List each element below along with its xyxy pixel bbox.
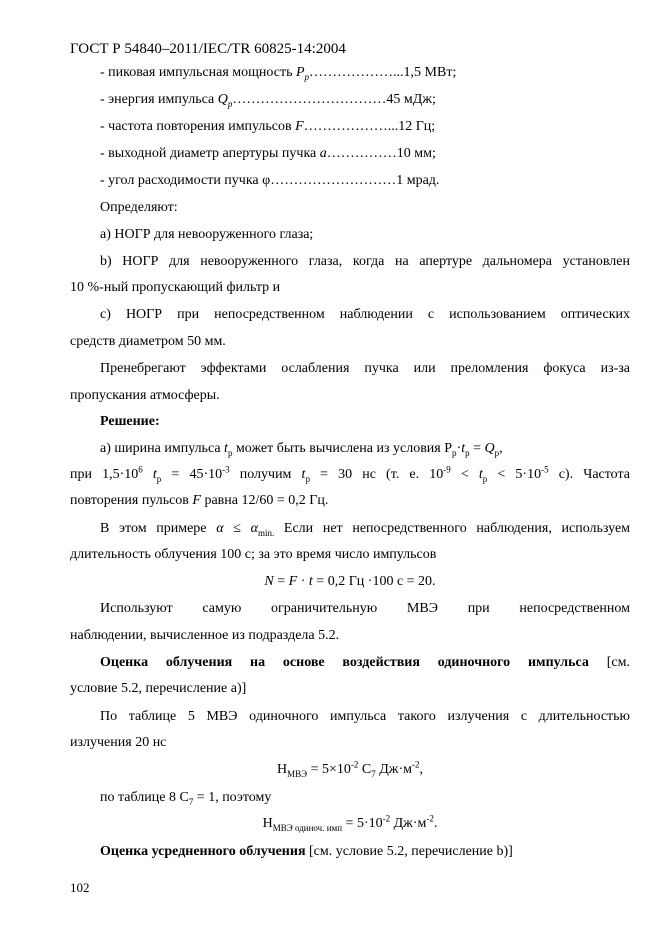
formula-H2: $H_{МВЭ одиноч. имп} = 5\cdot 10^{-2}$ $Дж\cdot м^{-2}$. xyxy=(262,813,438,833)
solution-heading: Решение: xyxy=(100,414,160,429)
neglect-line1: Пренебрегают эффектами ослабления пучка или преломления фокуса из-за xyxy=(100,361,630,376)
param-repetition-rate: - частота повторения импульсов F………………...12 Гц; xyxy=(100,119,436,134)
item-a: а) НОГР для невооруженного глаза; xyxy=(100,227,314,242)
example-line2: длительность облучения 100 с; за это время число импульсов xyxy=(70,547,437,562)
document-header: ГОСТ Р 54840–2011/IEC/TR 60825-14:2004 xyxy=(70,41,346,57)
example-line1: В этом примере $\alpha \le \alpha_{min.}$ Если нет непосредственного наблюдения, используем xyxy=(100,521,631,538)
item-c-line2: средств диаметром 50 мм. xyxy=(70,334,226,349)
param-peak-power: - пиковая импульсная мощность $P_p\dots\dots\dots\dots\dots\dots...1,5$ МВт; xyxy=(100,65,457,82)
item-c-line1: с) НОГР при непосредственном наблюдении с использованием оптических xyxy=(100,307,630,322)
neglect-line2: пропускания атмосферы. xyxy=(70,388,220,403)
table5-line1: По таблице 5 МВЭ одиночного импульса такого излучения с длительностью xyxy=(100,709,630,724)
item-b-line1: b) НОГР для невооруженного глаза, когда на апертуре дальномера установлен xyxy=(100,254,630,269)
estimate-single-line2: условие 5.2, перечисление а)] xyxy=(70,681,247,696)
use-line2: наблюдении, вычисленное из подраздела 5.2. xyxy=(70,628,340,643)
page-number: 102 xyxy=(70,880,90,895)
solution-a-line3: повторения пульсов F равна 12/60 = 0,2 Гц. xyxy=(70,493,329,508)
solution-a-line2: при $1,5\cdot 10^6$ $t_p = 45\cdot 10^{-3}$ получим $t_p = 30$ нс (т. е. $10^{-9} < t_p < 5\cdot 10^{-5}$ с). Частота xyxy=(70,464,630,484)
determine-heading: Определяют: xyxy=(100,200,178,215)
solution-a-line1: а) ширина импульса $t_p$ может быть вычислена из условия $P_p\cdot t_p = Q_p$, xyxy=(100,441,503,458)
item-b-line2: 10 %-ный пропускающий фильтр и xyxy=(70,280,281,295)
table5-line2: излучения 20 нс xyxy=(70,735,167,750)
estimate-average-line: Оценка усредненного облучения [см. условие 5.2, перечисление b)] xyxy=(100,844,513,859)
estimate-single-line1: Оценка облучения на основе воздействия одиночного импульса [см. xyxy=(100,655,630,670)
param-divergence: - угол расходимости пучка φ………………………1 мрад. xyxy=(100,173,440,188)
param-pulse-energy: - энергия импульса $Q_p\dots\dots\dots\dots\dots\dots\dots\dots\dots\dots\dots 45$ мДж; xyxy=(100,92,436,109)
param-aperture-diameter: - выходной диаметр апертуры пучка a……………10 мм; xyxy=(100,146,436,161)
formula-H1: $H_{МВЭ} = 5\times 10^{-2}$ $C_7$ $Дж\cdot м^{-2}$, xyxy=(277,759,423,779)
use-line1: Используют самую ограничительную МВЭ при непосредственном xyxy=(100,601,630,616)
formula-N: N = F · t = 0,2 Гц ·100 с = 20. xyxy=(264,574,436,589)
table8-line: по таблице 8 $C_7 = 1$, поэтому xyxy=(100,790,272,807)
